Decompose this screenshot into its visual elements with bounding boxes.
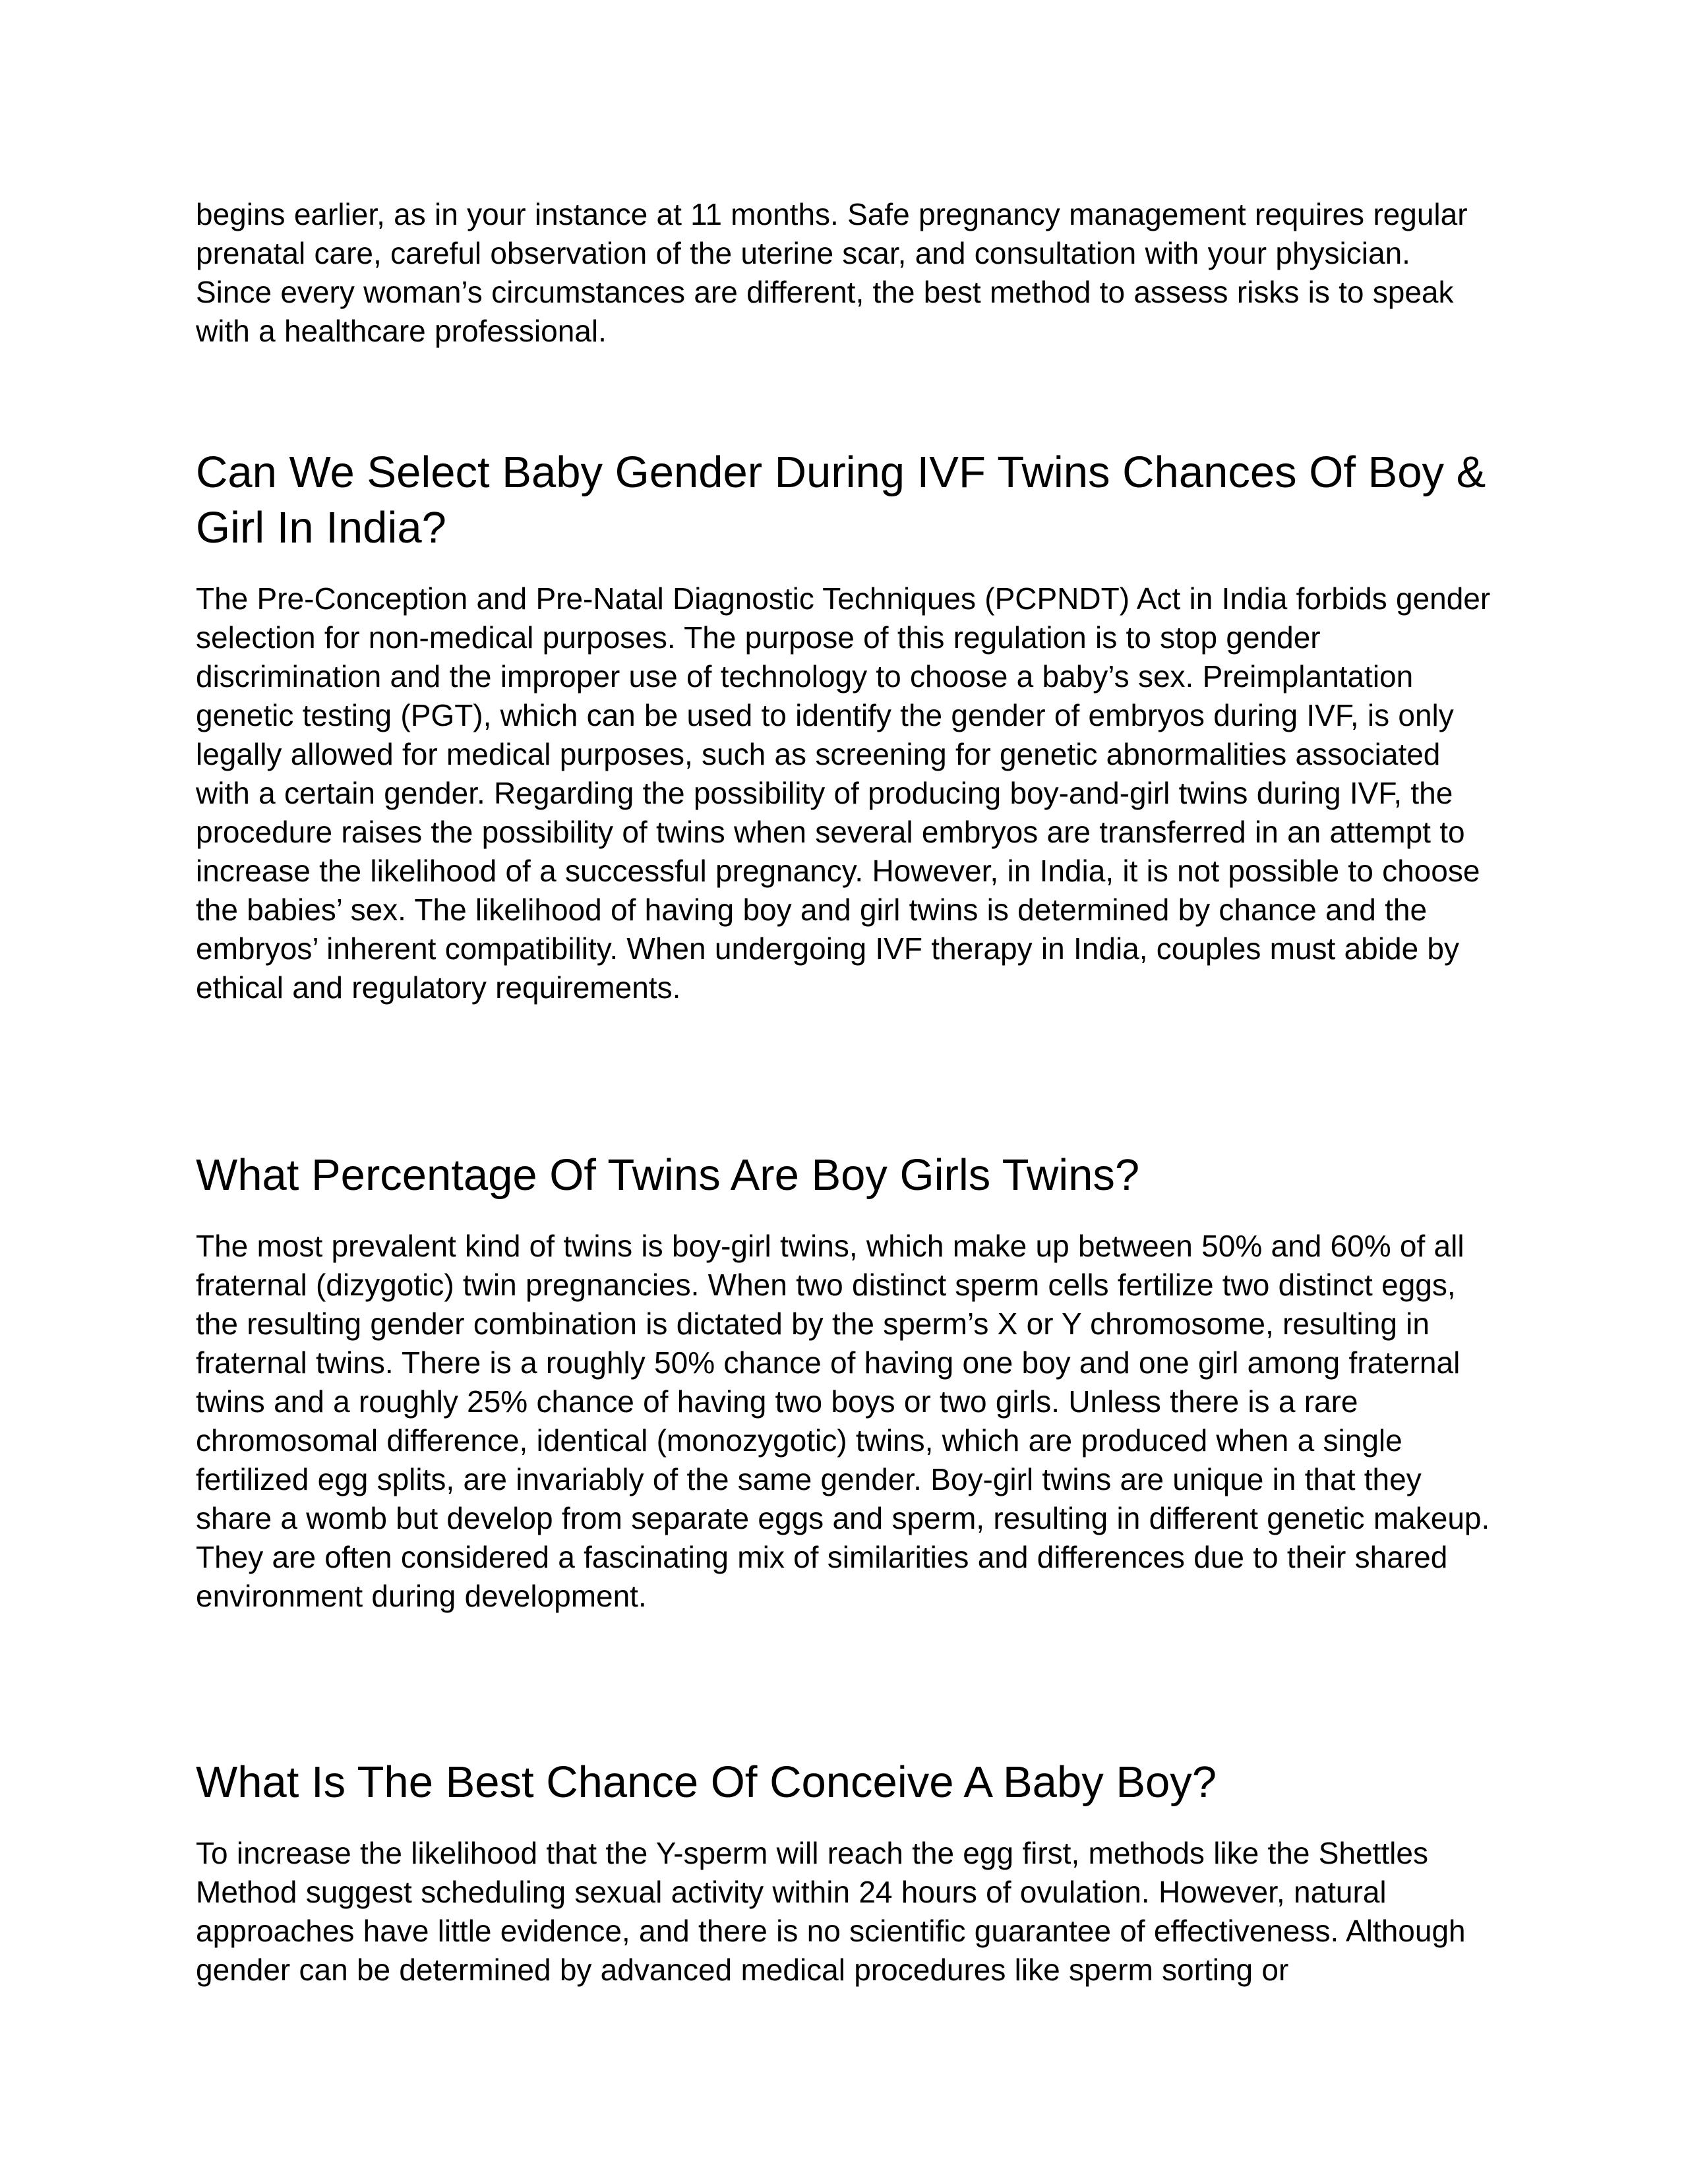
section-paragraph-ivf-gender-selection: The Pre-Conception and Pre-Natal Diagnostic Techniques (PCPNDT) Act in India forbids gender selection for non-medical purposes. The purpose of this regulation is to stop gender discrimination and the improper use of technology to choose a baby’s sex. Preimplantation genetic testing (PGT), which can be used to identify the gender of embryos during IVF, is only legally allowed for medical purposes, such as screening for genetic abnormalities associated with a certain gender. Regarding the possibility of producing boy-and-girl twins during IVF, the procedure raises the possibility of twins when several embryos are transferred in an attempt to increase the likelihood of a successful pregnancy. However, in India, it is not possible to choose the babies’ sex. The likelihood of having boy and girl twins is determined by chance and the embryos’ inherent compatibility. When undergoing IVF therapy in India, couples must abide by ethical and regulatory requirements. (196, 581, 1491, 1005)
section-heading-ivf-gender-selection: Can We Select Baby Gender During IVF Twins Chances Of Boy & Girl In India? (196, 448, 1486, 552)
section-conceive-baby-boy (196, 1755, 1492, 1990)
intro-paragraph: begins earlier, as in your instance at 11 months. Safe pregnancy management requires regular prenatal care, careful observation of the uterine scar, and consultation with your physician. Since every woman’s circumstances are different, the best method to assess risks is to speak with a healthcare professional. (196, 197, 1468, 348)
section-paragraph-boy-girl-twin-percentage: The most prevalent kind of twins is boy-girl twins, which make up between 50% and 60% of all fraternal (dizygotic) twin pregnancies. When two distinct sperm cells fertilize two distinct eggs, the resulting gender combination is dictated by the sperm’s X or Y chromosome, resulting in fraternal twins. There is a roughly 50% chance of having one boy and one girl among fraternal twins and a roughly 25% chance of having two boys or two girls. Unless there is a rare chromosomal difference, identical (monozygotic) twins, which are produced when a single fertilized egg splits, are invariably of the same gender. Boy-girl twins are unique in that they share a womb but develop from separate eggs and sperm, resulting in different genetic makeup. They are often considered a fascinating mix of similarities and differences due to their shared environment during development. (196, 1229, 1490, 1613)
section-paragraph-conceive-baby-boy: To increase the likelihood that the Y-sperm will reach the egg first, methods like the Shettles Method suggest scheduling sexual activity within 24 hours of ovulation. However, natural approaches have little evidence, and there is no scientific guarantee of effectiveness. Although gender can be determined by advanced medical procedures like sperm sorting or (196, 1836, 1466, 1987)
section-heading-conceive-baby-boy: What Is The Best Chance Of Conceive A Baby Boy? (196, 1757, 1217, 1807)
section-heading-boy-girl-twin-percentage: What Percentage Of Twins Are Boy Girls Twins? (196, 1150, 1140, 1200)
section-boy-girl-twin-percentage (196, 1148, 1492, 1616)
section-ivf-gender-selection (196, 445, 1492, 1007)
